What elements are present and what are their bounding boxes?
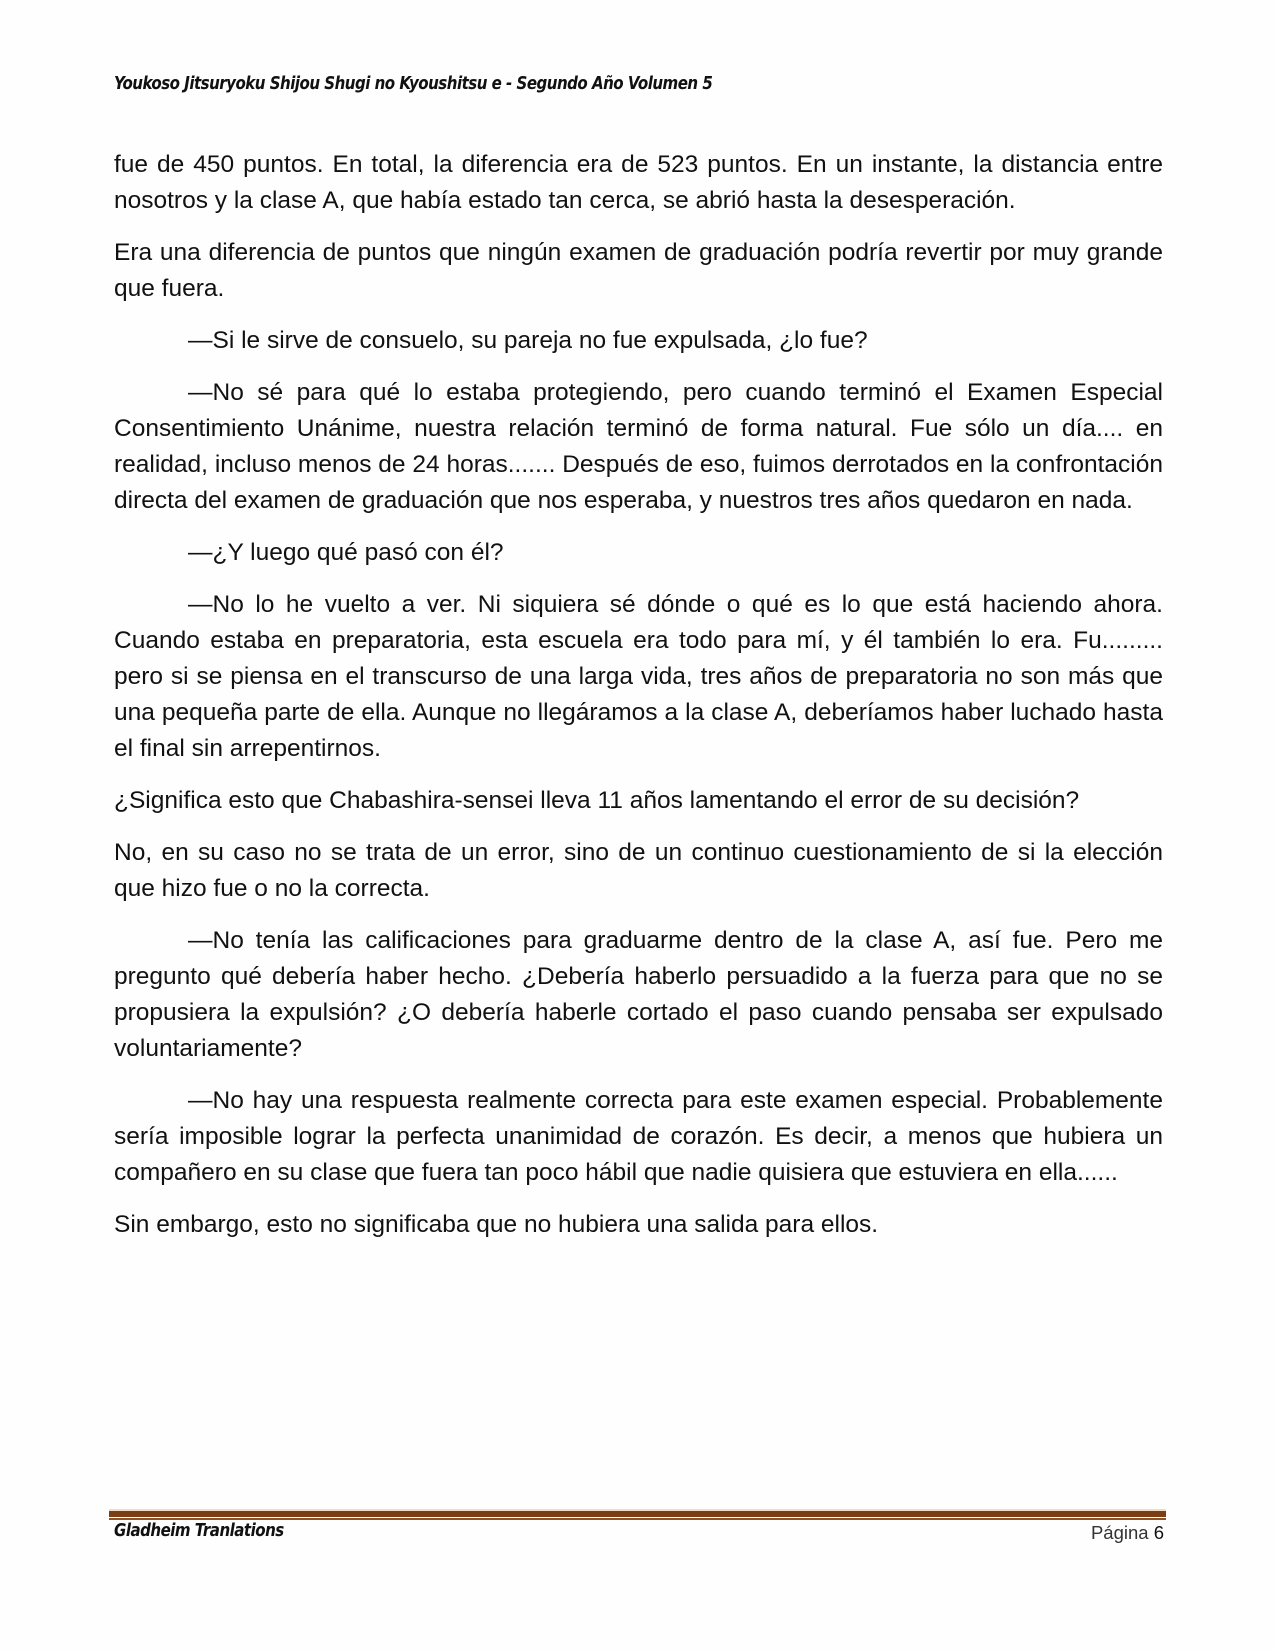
dialogue-paragraph: —No lo he vuelto a ver. Ni siquiera sé dónde o qué es lo que está haciendo ahora. Cuando estaba en preparatoria, esta escuela era todo para mí, y él también lo era. Fu......... pero si se piensa en el transcurso de una larga vida, tres años de preparatoria no son más que una pequeña parte de ella. Aunque no llegáramos a la clase A, deberíamos haber luchado hasta el final sin arrepentirnos.: [114, 591, 1163, 762]
running-header: Youkoso Jitsuryoku Shijou Shugi no Kyoushitsu e - Segundo Año Volumen 5: [114, 74, 713, 94]
footer-page-indicator: [1091, 1522, 1164, 1544]
dialogue-paragraph: —No tenía las calificaciones para graduarme dentro de la clase A, así fue. Pero me pregunto qué debería haber hecho. ¿Debería haberlo persuadido a la fuerza para que no se propusiera la expulsión? ¿O debería haberle cortado el paso cuando pensaba ser expulsado voluntariamente?: [114, 927, 1163, 1062]
dialogue-paragraph: —No hay una respuesta realmente correcta para este examen especial. Probablemente sería imposible lograr la perfecta unanimidad de corazón. Es decir, a menos que hubiera un compañero en su clase que fuera tan poco hábil que nadie quisiera que estuviera en ella......: [114, 1087, 1163, 1186]
page-label: Página: [1090, 1522, 1149, 1543]
paragraph: Era una diferencia de puntos que ningún examen de graduación podría revertir por muy grande que fuera.: [114, 239, 1163, 302]
page-number: 6: [1153, 1522, 1164, 1543]
body-text: [114, 147, 1163, 1259]
paragraph: No, en su caso no se trata de un error, sino de un continuo cuestionamiento de si la elección que hizo fue o no la correcta.: [114, 839, 1163, 903]
footer-divider-thin-line: [109, 1518, 1166, 1520]
dialogue-paragraph: —No sé para qué lo estaba protegiendo, pero cuando terminó el Examen Especial Consentimiento Unánime, nuestra relación terminó de forma natural. Fue sólo un día.... en realidad, incluso menos de 24 horas....... Después de eso, fuimos derrotados en la confrontación directa del examen de graduación que nos esperaba, y nuestros tres años quedaron en nada.: [114, 379, 1163, 514]
paragraph: Sin embargo, esto no significaba que no hubiera una salida para ellos.: [114, 1210, 879, 1238]
footer-translator: Gladheim Tranlations: [114, 1521, 284, 1541]
paragraph: fue de 450 puntos. En total, la diferencia era de 523 puntos. En un instante, la distancia entre nosotros y la clase A, que había estado tan cerca, se abrió hasta la desesperación.: [114, 151, 1163, 214]
dialogue-paragraph: —Si le sirve de consuelo, su pareja no fue expulsada, ¿lo fue?: [188, 327, 868, 355]
paragraph: ¿Significa esto que Chabashira-sensei lleva 11 años lamentando el error de su decisión?: [114, 786, 1080, 814]
footer-divider: [109, 1509, 1166, 1521]
dialogue-paragraph: —¿Y luego qué pasó con él?: [188, 539, 504, 567]
